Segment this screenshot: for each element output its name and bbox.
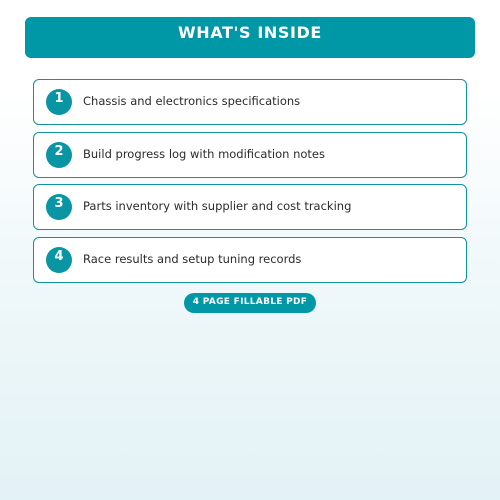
list-item [33,184,467,230]
number-badge [46,89,72,115]
format-badge [184,293,316,313]
item-number: 2 [54,144,64,159]
number-badge [46,247,72,273]
number-badge [46,194,72,220]
header-banner [25,17,475,58]
list-item [33,79,467,125]
item-label: Parts inventory with supplier and cost tracking [83,199,352,213]
item-number: 1 [54,91,64,106]
item-number: 4 [54,249,64,264]
list-item [33,237,467,283]
item-number: 3 [54,196,64,211]
number-badge [46,142,72,168]
page-title: WHAT'S INSIDE [178,23,322,42]
item-label: Build progress log with modification notes [83,147,325,161]
item-label: Race results and setup tuning records [83,252,302,266]
item-label: Chassis and electronics specifications [83,94,301,108]
list-item [33,132,467,178]
format-badge-label: 4 PAGE FILLABLE PDF [192,297,308,307]
